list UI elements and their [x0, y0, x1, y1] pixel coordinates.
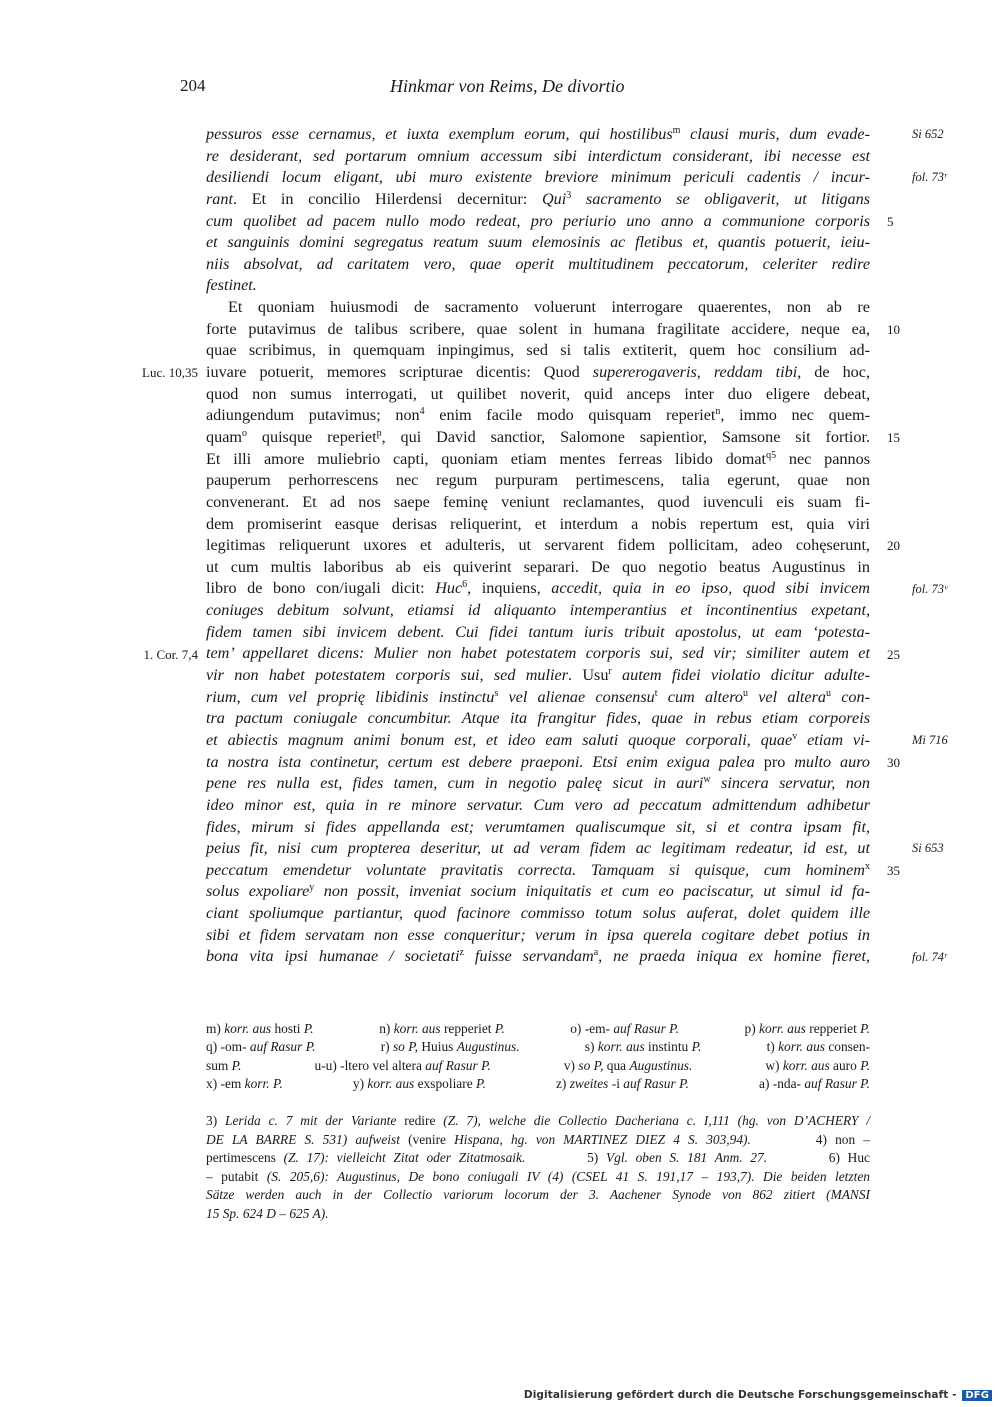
text-run: P.: [231, 1057, 242, 1073]
folio-reference: Si 652: [912, 127, 944, 141]
footnote-marker: 6: [462, 579, 468, 591]
text-run: – putabit: [206, 1168, 267, 1184]
text-run: korr. aus: [597, 1039, 645, 1055]
text-run: Sätze werden auch in der Collectio variorum locorum der 3. Aachener Synode von 862 zitiert (MANSI: [206, 1187, 870, 1203]
text-run: festinet.: [206, 276, 257, 295]
text-run: r): [380, 1039, 393, 1055]
text-run: tra pactum coniugale concumbitur. Atque ita frangitur fides, quae in rebus etiam corporeis: [206, 709, 870, 728]
text-run: p): [744, 1021, 760, 1036]
text-run: ta nostra ista continetur, certum est debere praeponi. Etsi enim exigua palea: [206, 752, 755, 771]
apparatus-entry: [353, 1075, 486, 1093]
text-line: [206, 427, 870, 449]
text-run: ciant spoliumque partiantur, quod facinore commisso totum solus auferat, dolet quidem ille: [206, 904, 870, 923]
text-run: auf Rasur P.: [623, 1075, 689, 1091]
footnote-marker: n: [715, 406, 721, 418]
apparatus-entry: [745, 1020, 870, 1038]
text-run: etiam vi-: [797, 730, 870, 749]
text-run: P.: [860, 1057, 870, 1073]
text-run: Huc: [435, 579, 463, 598]
text-line: [206, 838, 870, 860]
note-line: [206, 1112, 870, 1131]
text-run: P.: [476, 1075, 486, 1091]
text-run: sacramento se obligaverit, ut litigans: [571, 189, 870, 208]
footnote-marker: u: [826, 687, 832, 699]
footnote-marker: p: [376, 427, 382, 439]
text-run: 4) non –: [750, 1131, 870, 1147]
text-run: auro: [829, 1057, 861, 1073]
apparatus-entry: [379, 1020, 504, 1038]
text-run: korr. aus: [367, 1075, 415, 1091]
text-run: Qui: [541, 189, 567, 208]
footnote-marker: s: [494, 687, 499, 699]
running-title: Hinkmar von Reims, De divortio: [390, 76, 625, 96]
text-run: y): [352, 1075, 368, 1091]
text-line: [206, 600, 870, 622]
text-run: clausi muris, dum evade-: [680, 125, 870, 143]
apparatus-entry: [206, 1020, 314, 1038]
dfg-logo: DFG: [962, 1390, 992, 1401]
text-run: dem promiserint easque derisas reliquerint, et interdum a nobis repertum est, quia viri: [206, 514, 870, 533]
note-line: [206, 1131, 870, 1150]
text-run: bona vita ipsi humanae / societati: [206, 947, 460, 966]
text-line: [206, 881, 870, 903]
note-line: [206, 1149, 870, 1168]
text-run: Augustinus.: [629, 1057, 693, 1073]
text-run: repperiet: [805, 1021, 861, 1036]
footnote-marker: 3: [566, 189, 572, 201]
footnote-marker: q5: [766, 449, 777, 461]
apparatus-entry: [206, 1038, 316, 1056]
text-line: [206, 643, 870, 665]
footnote-marker: y: [309, 882, 315, 894]
text-run: peccatum emendetur voluntate pravitatis correcta. Tamquam si quisque, cum hominem: [206, 860, 865, 879]
text-run: forte putavimus de talibus scribere, quae solent in humana fragilitate accidere, neque ea,: [206, 319, 870, 338]
text-run: convenerant. Et ad nos saepe feminę veniunt reclamantes, quod iuvenculi eis suam fi-: [206, 492, 870, 511]
text-line: [206, 665, 870, 687]
note-line: [206, 1205, 870, 1224]
text-line: [206, 514, 870, 536]
text-run: vel alienae consensu: [498, 687, 655, 706]
footnote-marker: o: [241, 427, 247, 439]
text-line: [206, 124, 870, 146]
text-run: pauperum perhorrescens nec regum purpuram pertimescens, talia egerunt, quae non: [206, 471, 870, 490]
text-run: re desiderant, sed portarum omnium accessum sibi interdictum considerant, ibi necesse est: [206, 146, 870, 165]
text-line: [206, 232, 870, 254]
text-run: supererogaveris, reddam tibi: [592, 363, 798, 382]
folio-reference: fol. 74ʳ: [912, 949, 947, 964]
text-line: [206, 708, 870, 730]
text-line: [206, 622, 870, 644]
main-text: [206, 124, 870, 968]
text-run: desiliendi locum eligant, ubi muro existente breviore minimum periculi cadentis / incur-: [206, 168, 870, 187]
text-run: P.: [494, 1021, 505, 1036]
text-run: quam: [206, 427, 242, 446]
text-run: auf Rasur P.: [613, 1021, 679, 1036]
text-run: cum quolibet ad pacem nullo modo redeat, pro periurio uno anno a communione corporis: [206, 211, 870, 230]
text-run: solus expoliare: [206, 882, 310, 901]
footnote-marker: r: [608, 666, 612, 678]
text-run: ut cum multis laboribus ab eis quiverint separari. De quo negotio beatus Augustinus in: [206, 557, 870, 576]
text-run: korr. aus: [224, 1021, 272, 1036]
text-run: quod non sumus interrogati, ut quilibet noverit, quid anceps inter duo eligere debeat,: [206, 384, 870, 403]
text-run: coniuges debitum solvunt, etiamsi id aliquanto intemperantius et incontinentius expetant,: [206, 601, 870, 620]
text-run: v): [563, 1057, 579, 1073]
text-run: pro: [754, 752, 795, 771]
text-run: legitimas reliquerunt uxores et adulteris, ut servarent fidem pollicitam, adeo cohęserunt,: [206, 536, 870, 555]
dfg-funding-footer: [524, 1389, 992, 1401]
text-run: w): [765, 1057, 783, 1073]
text-line: [206, 167, 870, 189]
text-run: 6) Huc: [767, 1150, 870, 1166]
footnote-marker: a: [593, 947, 599, 959]
text-run: repperiet: [440, 1021, 495, 1036]
text-run: o) -em-: [570, 1021, 614, 1036]
text-run: korr. aus: [778, 1039, 825, 1055]
folio-reference: Mi 716: [912, 733, 948, 748]
line-number: 10: [887, 321, 900, 337]
text-run: et abiectis magnum animi bonum est, et ideo eam saluti quoque corporali, quae: [206, 730, 793, 749]
text-run: sibi et fidem servatam non esse conqueritur; verum in ipsa querela cogitare debet potius in: [206, 925, 870, 944]
text-run: m): [206, 1021, 225, 1036]
text-run: redire: [396, 1113, 444, 1128]
text-run: Huius: [418, 1039, 457, 1055]
text-line: [206, 578, 870, 600]
note-line: [206, 1168, 870, 1187]
bible-reference: 1. Cor. 7,4: [143, 646, 198, 662]
text-run: ideo minor est, quia in re minore servatur. Cum vero ad peccatum admittendum adhibetur: [206, 795, 870, 814]
text-run: P.: [691, 1039, 702, 1055]
text-run: niis absolvat, ad caritatem vero, quae operit multitudinem peccatorum, celeriter redire: [206, 254, 870, 273]
text-run: fuisse servandam: [463, 947, 594, 966]
text-run: quae scribimus, in quemquam inpingimus, sed si talis extiterit, quem hoc consilium ad-: [206, 341, 870, 360]
text-run: tem’ appellaret dicens: Mulier non habet potestatem corporis sui, sed vir; similiter autem et: [206, 644, 870, 663]
text-line: [206, 319, 870, 341]
text-run: exspoliare: [414, 1075, 476, 1091]
text-run: pessuros esse cernamus, et iuxta exemplum eorum, qui hostilibus: [206, 125, 673, 143]
text-run: Hispana, hg. von MARTINEZ DIEZ 4 S. 303,94).: [454, 1131, 751, 1147]
text-line: [206, 557, 870, 579]
text-run: auf Rasur P.: [249, 1039, 316, 1055]
funding-text: Digitalisierung gefördert durch die Deutsche Forschungsgemeinschaft -: [523, 1389, 957, 1401]
text-line: [206, 817, 870, 839]
text-run: cum altero: [657, 687, 744, 706]
line-number: 35: [887, 863, 900, 879]
text-line: [206, 146, 870, 168]
text-run: korr. aus: [393, 1021, 441, 1036]
text-line: [206, 384, 870, 406]
apparatus-entry: [314, 1057, 490, 1075]
bible-reference: Luc. 10,35: [142, 365, 198, 381]
text-run: hosti: [271, 1021, 304, 1036]
text-run: peius fit, nisi cum propterea deseritur, ut ad veram fidem ac legitimam redeatur, id est, ut: [206, 839, 870, 858]
text-run: con-: [831, 687, 870, 706]
text-run: vir non habet potestatem corporis sui, sed mulier: [206, 666, 568, 685]
text-run: (Z. 17): vielleicht Zitat oder Zitatmosaik.: [283, 1150, 526, 1166]
footnote-marker: 4: [419, 406, 425, 418]
text-run: instintu: [644, 1039, 692, 1055]
apparatus-row: [206, 1075, 870, 1093]
text-run: Augustinus.: [456, 1039, 520, 1055]
text-run: libro de bono con/iugali dicit:: [206, 579, 436, 598]
text-run: . Usu: [568, 666, 609, 685]
text-run: pene res nulla est, fides tamen, cum in negotio paleę sicut in auri: [206, 774, 704, 793]
text-run: rium, cum vel proprię libidinis instinctu: [206, 687, 495, 706]
text-run: , de hoc,: [797, 363, 870, 382]
text-run: (S. 205,6): Augustinus, De bono coniugali IV (4) (CSEL 41 S. 191,17 – 193,7). Die beiden letzten: [266, 1168, 870, 1184]
apparatus-entry: [767, 1038, 870, 1056]
apparatus-entry: [556, 1075, 689, 1093]
text-line: [206, 449, 870, 471]
footnote-marker: x: [865, 860, 870, 872]
text-run: korr. aus: [759, 1021, 806, 1036]
text-run: (venire: [399, 1131, 455, 1147]
text-run: non possit, inveniat socium iniquitatis et cum eo paciscatur, ut simul id fa-: [314, 882, 870, 901]
text-run: autem fidei violatio dicitur adulte-: [611, 666, 870, 685]
line-number: 30: [887, 754, 900, 770]
text-line: [206, 687, 870, 709]
text-run: 3): [206, 1113, 226, 1128]
footnote-marker: w: [703, 774, 711, 786]
text-line: [206, 903, 870, 925]
text-run: et sanguinis domini segregatus reatum suum elemosinis ac fletibus et, quantis potuerit, ieiu-: [206, 233, 870, 252]
text-run: quisque reperiet: [246, 427, 377, 446]
text-run: u-u) -ltero vel altera: [314, 1057, 426, 1073]
text-run: auf Rasur P.: [804, 1075, 870, 1091]
apparatus-entry: [759, 1075, 870, 1093]
text-run: so P,: [578, 1057, 604, 1073]
text-run: n): [379, 1021, 394, 1036]
text-run: adiungendum putavimus; non: [206, 406, 420, 425]
critical-apparatus: [206, 1020, 870, 1093]
apparatus-entry: [206, 1075, 283, 1093]
text-run: pertimescens: [206, 1150, 284, 1166]
text-run: qua: [603, 1057, 630, 1073]
text-run: korr. aus: [782, 1057, 830, 1073]
apparatus-entry: [570, 1020, 679, 1038]
text-run: sum: [206, 1057, 232, 1073]
footnote-marker: z: [459, 947, 464, 959]
footnote-marker: v: [792, 730, 798, 742]
footnote-marker: t: [654, 687, 658, 699]
text-line: [206, 275, 870, 297]
text-run: korr. P.: [244, 1075, 283, 1091]
text-line: [206, 752, 870, 774]
text-run: a) -nda-: [759, 1075, 805, 1091]
line-number: 5: [887, 213, 894, 229]
text-run: fidem tamen sibi invicem debent. Cui fidei tantum iuris tribuit apostolus, ut eam ‘potesta-: [206, 622, 870, 641]
text-line: [206, 297, 870, 319]
text-line: [206, 340, 870, 362]
text-run: , immo nec quem-: [720, 406, 870, 425]
text-run: enim facile modo quisquam reperiet: [424, 406, 716, 425]
page-number: 204: [180, 76, 206, 95]
text-run: t): [766, 1039, 779, 1055]
text-run: nec pannos: [776, 449, 870, 468]
text-run: multo auro: [794, 752, 870, 771]
text-line: [206, 946, 870, 968]
text-run: DE LA BARRE S. 531) aufweist: [206, 1131, 400, 1147]
text-run: Et illi amore muliebrio capti, quoniam etiam mentes ferreas libido domat: [206, 449, 767, 468]
folio-reference: fol. 73ᵛ: [912, 581, 948, 596]
text-run: s): [584, 1039, 598, 1055]
text-run: auf Rasur P.: [425, 1057, 491, 1073]
text-line: [206, 925, 870, 947]
text-run: 15 Sp. 624 D – 625 A).: [206, 1205, 329, 1221]
apparatus-entry: [765, 1057, 870, 1075]
text-run: x) -em: [206, 1075, 245, 1091]
text-run: iuvare potuerit, memores scripturae dicentis: Quod: [206, 363, 593, 382]
footnote-marker: m: [672, 125, 681, 136]
text-run: fides, mirum si fides appellanda est; verumtamen qualiscumque sit, si et contra ipsam fit,: [206, 817, 870, 836]
text-line: [206, 405, 870, 427]
text-run: so P,: [392, 1039, 419, 1055]
text-line: [206, 860, 870, 882]
text-run: , ne praeda iniqua ex homine fieret,: [598, 947, 871, 966]
apparatus-row: [206, 1038, 870, 1056]
footnote-marker: u: [743, 687, 749, 699]
text-line: [206, 211, 870, 233]
text-line: [206, 795, 870, 817]
text-run: P.: [860, 1021, 870, 1036]
line-number: 15: [887, 430, 900, 446]
text-line: [206, 773, 870, 795]
apparatus-row: [206, 1020, 870, 1038]
apparatus-entry: [585, 1038, 702, 1056]
text-line: [206, 362, 870, 384]
text-run: (Z. 7), welche die Collectio Dacheriana c. I,111 (hg. von D’ACHERY /: [443, 1113, 870, 1128]
text-run: zweites: [569, 1075, 609, 1091]
line-number: 25: [887, 646, 900, 662]
text-line: [206, 730, 870, 752]
text-run: Vgl. oben S. 181 Anm. 27.: [605, 1150, 768, 1166]
apparatus-entry: [381, 1038, 520, 1056]
text-run: , inquiens,: [467, 579, 552, 598]
commentary-notes: [206, 1112, 870, 1224]
note-line: [206, 1186, 870, 1205]
folio-reference: fol. 73ʳ: [912, 170, 947, 185]
folio-reference: Si 653: [912, 841, 944, 856]
text-run: -i: [608, 1075, 624, 1091]
text-run: Lerida c. 7 mit der Variante: [225, 1113, 397, 1128]
apparatus-row: [206, 1057, 870, 1075]
text-run: 5): [525, 1150, 606, 1166]
text-run: P.: [303, 1021, 314, 1036]
text-run: vel altera: [748, 687, 827, 706]
text-line: [206, 254, 870, 276]
text-run: rant: [206, 189, 233, 208]
text-run: Et quoniam huiusmodi de sacramento voluerunt interrogare quaerentes, non ab re: [228, 298, 870, 317]
line-number: 20: [887, 538, 900, 554]
text-line: [206, 492, 870, 514]
text-line: [206, 535, 870, 557]
text-run: q) -om-: [206, 1039, 250, 1055]
apparatus-entry: [564, 1057, 692, 1075]
text-line: [206, 189, 870, 211]
text-run: . Et in concilio Hilerdensi decernitur:: [233, 189, 542, 208]
text-run: consen-: [824, 1039, 870, 1055]
apparatus-entry: [206, 1057, 241, 1075]
text-run: , qui David sanctior, Salomone sapientior, Samsone sit fortior.: [381, 427, 870, 446]
text-run: accedit, quia in eo ipso, quod sibi invicem: [551, 579, 870, 598]
text-line: [206, 470, 870, 492]
text-run: sincera servatur, non: [710, 774, 870, 793]
text-run: z): [555, 1075, 570, 1091]
